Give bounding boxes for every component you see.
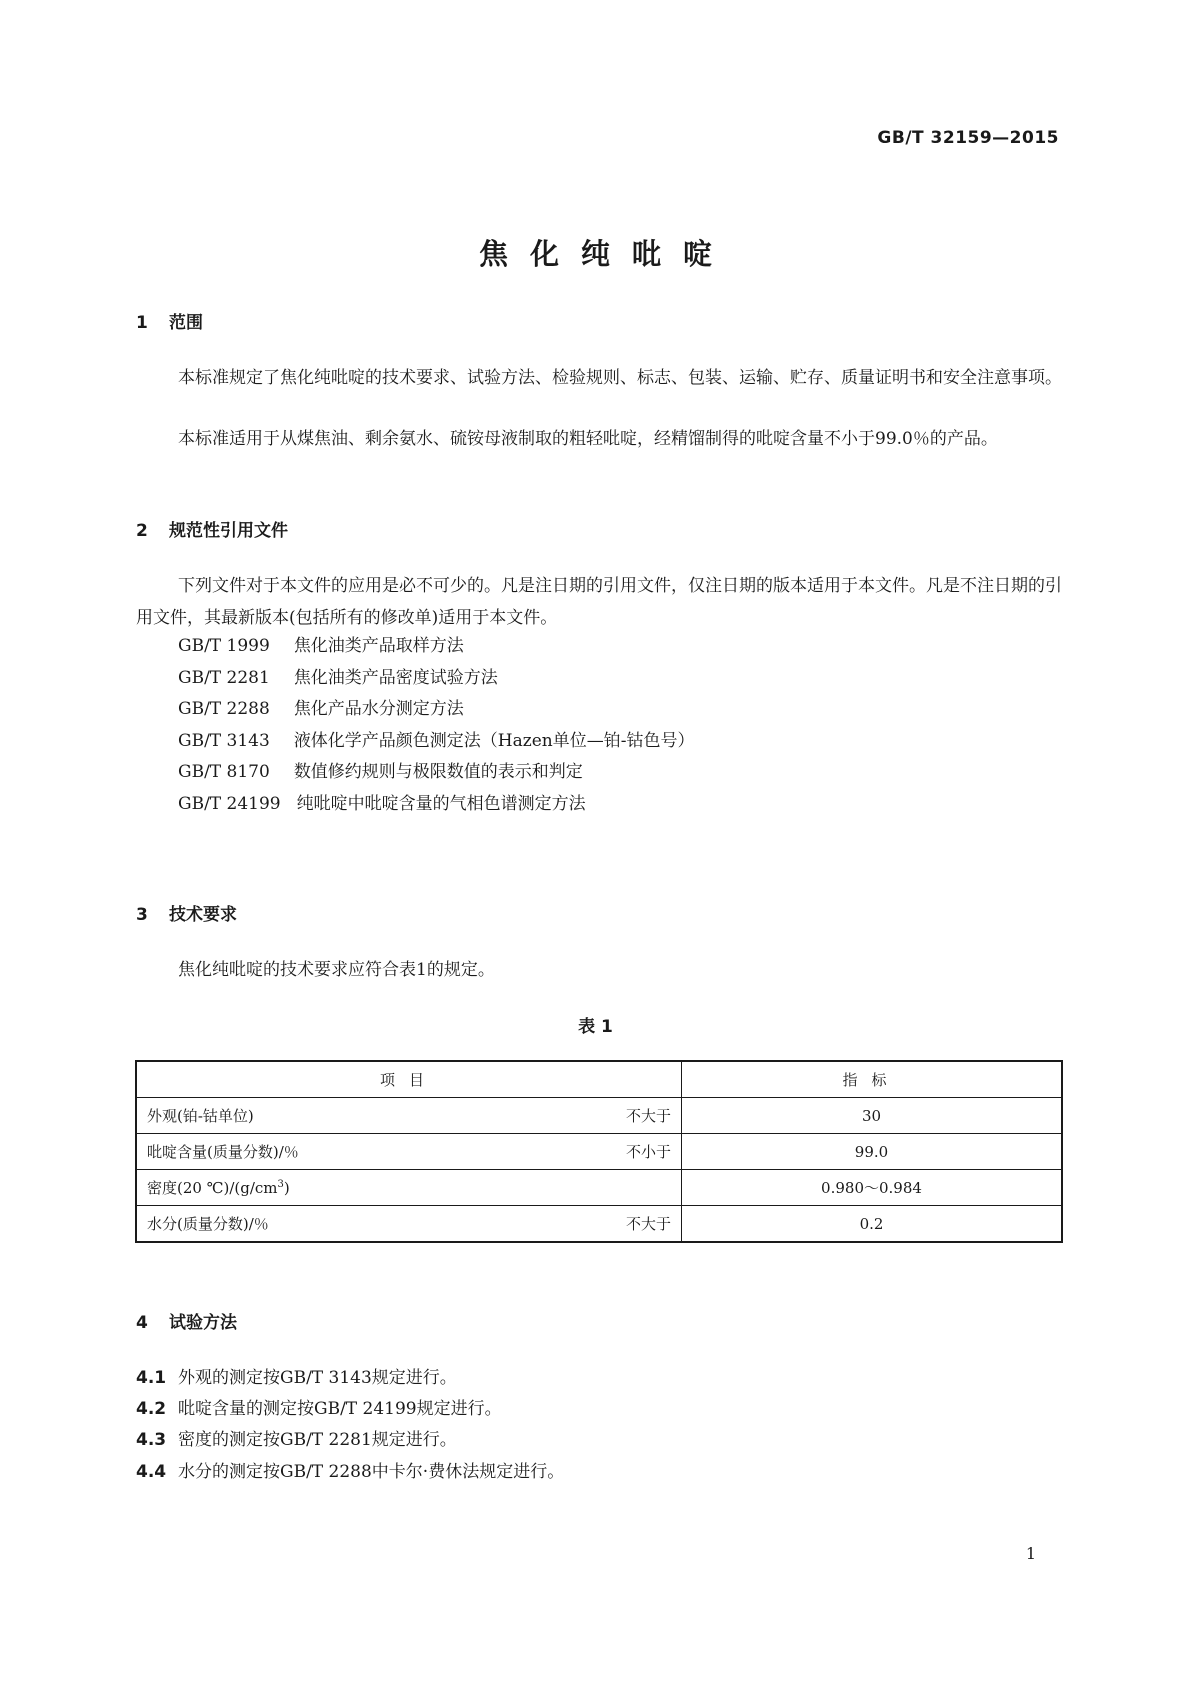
reference-code: GB/T 3143 bbox=[178, 731, 270, 751]
reference-item bbox=[178, 788, 586, 820]
section-1-paragraph-1 bbox=[136, 362, 1064, 394]
row-value: 0.2 bbox=[682, 1206, 1063, 1243]
section-number: 3 bbox=[136, 905, 148, 925]
row-item bbox=[147, 1177, 290, 1198]
paragraph-text: 下列文件对于本文件的应用是必不可少的。凡是注日期的引用文件，仅注日期的版本适用于本文件。凡是不注日期的引用文件，其最新版本(包括所有的修改单)适用于本文件。 bbox=[136, 576, 1062, 628]
paragraph-text: 焦化纯吡啶的技术要求应符合表1的规定。 bbox=[178, 960, 495, 980]
reference-code: GB/T 8170 bbox=[178, 762, 270, 782]
subsection-item bbox=[136, 1424, 457, 1456]
row-item-tail: ) bbox=[283, 1179, 290, 1197]
subsection-number: 4.2 bbox=[136, 1399, 167, 1419]
row-limit: 不大于 bbox=[625, 1107, 671, 1125]
document-title: 焦化纯吡啶 bbox=[478, 237, 734, 271]
reference-item bbox=[178, 662, 498, 694]
header-item: 项目 bbox=[136, 1061, 682, 1098]
reference-title: 纯吡啶中吡啶含量的气相色谱测定方法 bbox=[296, 794, 586, 814]
reference-title: 焦化油类产品密度试验方法 bbox=[293, 668, 498, 688]
table-row bbox=[136, 1098, 1062, 1134]
row-limit: 不小于 bbox=[625, 1143, 671, 1161]
reference-code: GB/T 2288 bbox=[178, 699, 270, 719]
subsection-number: 4.4 bbox=[136, 1462, 167, 1482]
subsection-item bbox=[136, 1362, 457, 1394]
paragraph-text: 本标准规定了焦化纯吡啶的技术要求、试验方法、检验规则、标志、包装、运输、贮存、质量证明书和安全注意事项。 bbox=[178, 368, 1062, 388]
subsection-text: 吡啶含量的测定按GB/T 24199规定进行。 bbox=[178, 1399, 502, 1419]
row-item: 吡啶含量(质量分数)/％ bbox=[147, 1143, 299, 1161]
table-title: 表 1 bbox=[578, 1017, 613, 1037]
row-item-text: 密度(20 ℃)/(g/cm bbox=[147, 1179, 278, 1197]
section-2-heading bbox=[136, 516, 288, 541]
standard-number: GB/T 32159—2015 bbox=[877, 128, 1059, 148]
reference-title: 数值修约规则与极限数值的表示和判定 bbox=[293, 762, 583, 782]
table-row bbox=[136, 1134, 1062, 1170]
subsection-text: 水分的测定按GB/T 2288中卡尔·费休法规定进行。 bbox=[178, 1462, 565, 1482]
section-1-paragraph-2 bbox=[136, 423, 1064, 455]
reference-title: 焦化产品水分测定方法 bbox=[293, 699, 464, 719]
row-item-cell bbox=[136, 1098, 682, 1134]
row-item-cell bbox=[136, 1134, 682, 1170]
paragraph-text: 本标准适用于从煤焦油、剩余氨水、硫铵母液制取的粗轻吡啶，经精馏制得的吡啶含量不小于99.0％的产品。 bbox=[178, 429, 998, 449]
row-value: 99.0 bbox=[682, 1134, 1063, 1170]
subsection-number: 4.3 bbox=[136, 1430, 167, 1450]
row-item-cell bbox=[136, 1170, 682, 1206]
reference-item bbox=[178, 630, 464, 662]
subsection-text: 密度的测定按GB/T 2281规定进行。 bbox=[178, 1430, 457, 1450]
section-3-heading bbox=[136, 900, 237, 925]
row-item-cell bbox=[136, 1206, 682, 1243]
row-value: 30 bbox=[682, 1098, 1063, 1134]
subsection-number: 4.1 bbox=[136, 1368, 167, 1388]
section-title: 规范性引用文件 bbox=[169, 521, 288, 541]
row-item: 水分(质量分数)/％ bbox=[147, 1215, 269, 1233]
section-4-heading bbox=[136, 1308, 237, 1333]
section-3-paragraph-1 bbox=[136, 954, 1064, 986]
reference-code: GB/T 1999 bbox=[178, 636, 270, 656]
row-item: 外观(铂-钴单位) bbox=[147, 1107, 254, 1125]
reference-item bbox=[178, 756, 583, 788]
table-row bbox=[136, 1206, 1062, 1243]
section-title: 技术要求 bbox=[169, 905, 237, 925]
subsection-item bbox=[136, 1456, 564, 1488]
section-2-paragraph-1 bbox=[136, 570, 1064, 634]
subsection-item bbox=[136, 1393, 502, 1425]
section-1-heading bbox=[136, 308, 203, 333]
row-limit: 不大于 bbox=[625, 1215, 671, 1233]
section-number: 2 bbox=[136, 521, 148, 541]
row-value: 0.980～0.984 bbox=[682, 1170, 1063, 1206]
section-number: 1 bbox=[136, 313, 148, 333]
subsection-text: 外观的测定按GB/T 3143规定进行。 bbox=[178, 1368, 457, 1388]
section-number: 4 bbox=[136, 1313, 148, 1333]
reference-item bbox=[178, 725, 694, 757]
section-title: 范围 bbox=[169, 313, 203, 333]
reference-code: GB/T 2281 bbox=[178, 668, 270, 688]
table-row bbox=[136, 1170, 1062, 1206]
header-value: 指标 bbox=[682, 1061, 1063, 1098]
reference-code: GB/T 24199 bbox=[178, 794, 281, 814]
table-header-row bbox=[136, 1061, 1062, 1098]
section-title: 试验方法 bbox=[169, 1313, 237, 1333]
spec-table bbox=[135, 1060, 1063, 1243]
row-item-superscript: 3 bbox=[277, 1179, 284, 1190]
reference-title: 焦化油类产品取样方法 bbox=[293, 636, 464, 656]
reference-title: 液体化学产品颜色测定法（Hazen单位—铂-钴色号） bbox=[293, 731, 695, 751]
page-number: 1 bbox=[1025, 1544, 1036, 1563]
reference-item bbox=[178, 693, 464, 725]
